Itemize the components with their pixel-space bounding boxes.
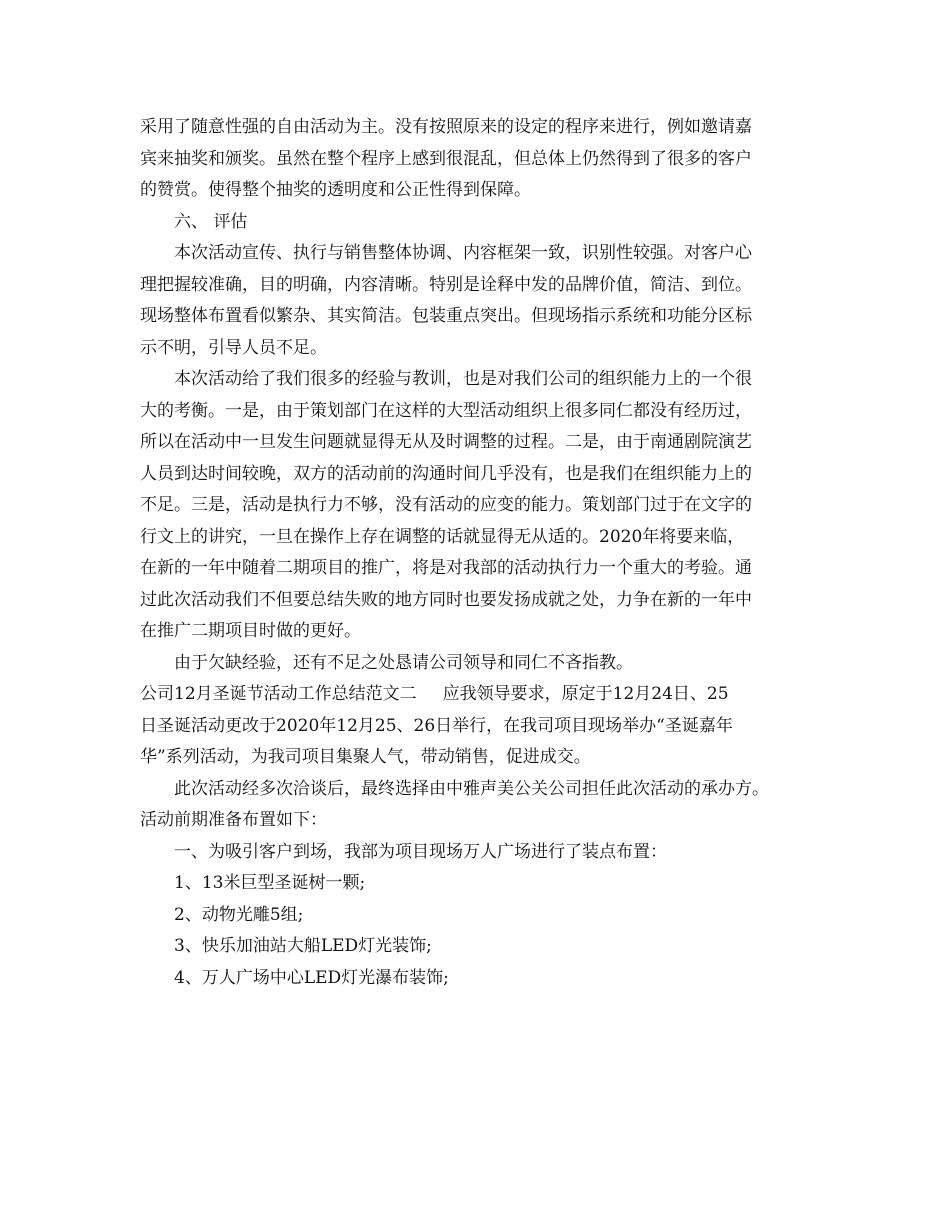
text-line bbox=[140, 679, 820, 711]
text-line: 不足。三是，活动是执行力不够，没有活动的应变的能力。策划部门过于在文字的 bbox=[140, 495, 752, 515]
text-line: 行文上的讲究，一旦在操作上存在调整的话就显得无从适的。2020年将要来临， bbox=[140, 526, 745, 547]
text-line: 大的考衡。一是，由于策划部门在这样的大型活动组织上很多同仁都没有经历过， bbox=[140, 400, 752, 421]
list-heading: 一、为吸引客户到场，我部为项目现场万人广场进行了装点布置： bbox=[174, 841, 667, 862]
text-line: 本次活动宣传、执行与销售整体协调、内容框架一致，识别性较强。对客户心 bbox=[174, 243, 752, 263]
text-line: 采用了随意性强的自由活动为主。没有按照原来的设定的程序来进行，例如邀请嘉 bbox=[140, 117, 752, 137]
text-line: 理把握较准确，目的明确，内容清晰。特别是诠释中发的品牌价值，简洁、到位。 bbox=[140, 274, 752, 295]
list-item: 1、13米巨型圣诞树一颗; bbox=[174, 873, 366, 893]
text-line: 过此次活动我们不但要总结失败的地方同时也要发扬成就之处，力争在新的一年中 bbox=[140, 589, 752, 610]
text-line: 在推广二期项目时做的更好。 bbox=[140, 621, 361, 641]
text-line: 在新的一年中随着二期项目的推广，将是对我部的活动执行力一个重大的考验。通 bbox=[140, 558, 752, 578]
list-item: 2、动物光雕5组; bbox=[174, 904, 304, 925]
text-line: 此次活动经多次洽谈后，最终选择由中雅声美公关公司担任此次活动的承办方。 bbox=[174, 778, 769, 799]
text-line: 宾来抽奖和颁奖。虽然在整个程序上感到很混乱，但总体上仍然得到了很多的客户 bbox=[140, 148, 752, 169]
text-line: 所以在活动中一旦发生问题就显得无从及时调整的过程。二是，由于南通剧院演艺 bbox=[140, 432, 752, 452]
list-item: 4、万人广场中心LED灯光瀑布装饰; bbox=[174, 967, 449, 988]
text-line: 日圣诞活动更改于2020年12月25、26日举行，在我司项目现场举办“圣诞嘉年 bbox=[140, 715, 733, 736]
text-line: 现场整体布置看似繁杂、其实简洁。包装重点突出。但现场指示系统和功能分区标 bbox=[140, 306, 752, 326]
text-line: 人员到达时间较晚，双方的活动前的沟通时间几乎没有，也是我们在组织能力上的 bbox=[140, 463, 752, 484]
text-line: 的赞赏。使得整个抽奖的透明度和公正性得到保障。 bbox=[140, 180, 531, 200]
text-line: 本次活动给了我们很多的经验与教训，也是对我们公司的组织能力上的一个很 bbox=[174, 369, 752, 389]
article-title: 公司12月圣诞节活动工作总结范文二 bbox=[140, 684, 417, 704]
document-body bbox=[140, 112, 820, 994]
text-line: 华”系列活动，为我司项目集聚人气，带动销售，促进成交。 bbox=[140, 747, 591, 767]
list-item: 3、快乐加油站大船LED灯光装饰; bbox=[174, 936, 432, 956]
text-line-continuation: 应我领导要求，原定于12月24日、25 bbox=[442, 684, 729, 704]
section-heading: 六、 评估 bbox=[174, 211, 248, 232]
text-line: 活动前期准备布置如下： bbox=[140, 810, 327, 830]
text-line: 由于欠缺经验，还有不足之处恳请公司领导和同仁不吝指教。 bbox=[174, 652, 633, 673]
text-line: 示不明，引导人员不足。 bbox=[140, 337, 327, 358]
